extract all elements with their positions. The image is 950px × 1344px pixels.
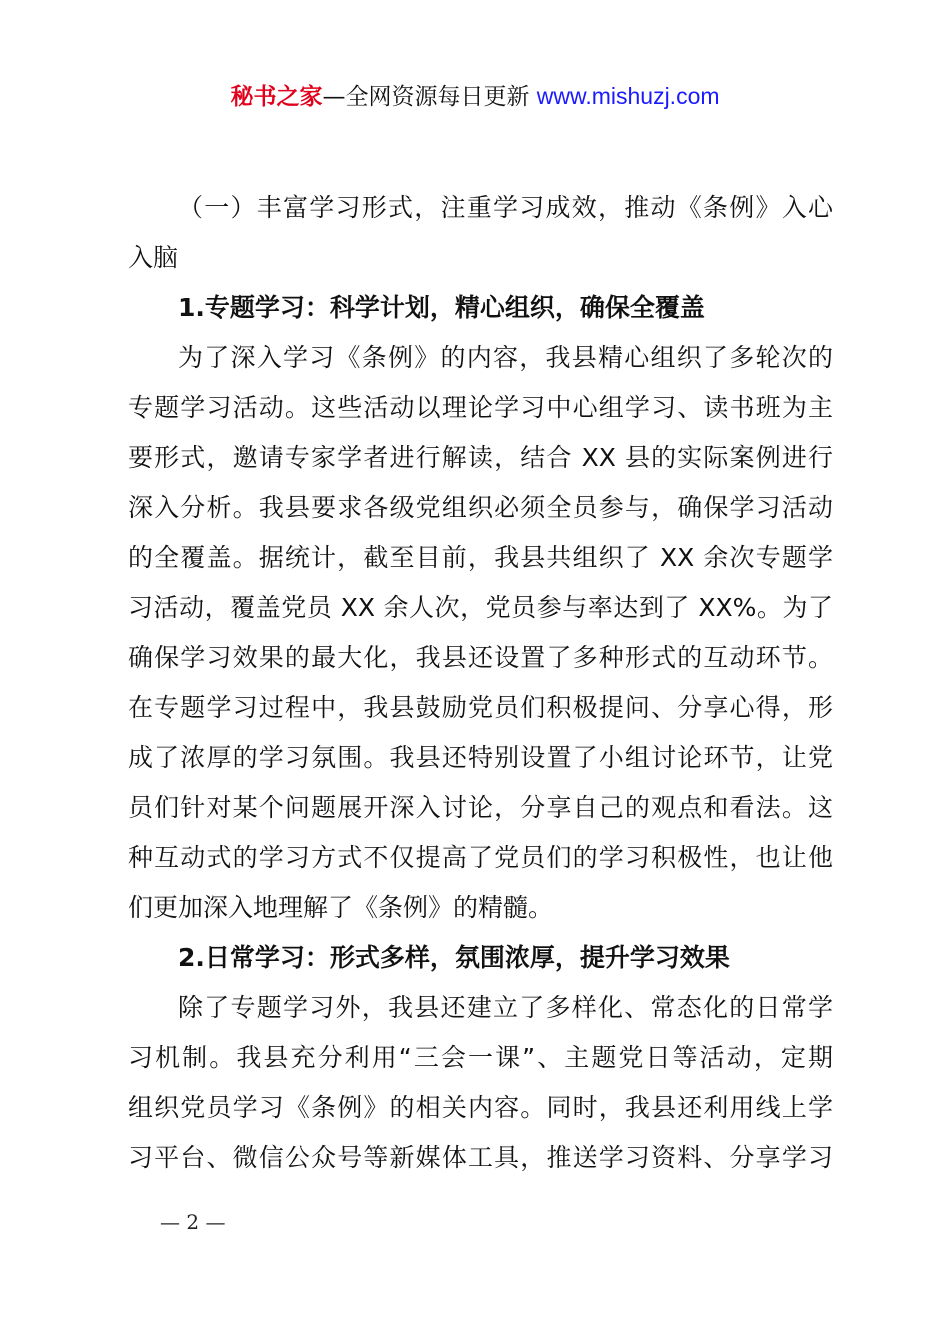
paragraph-line: 为了深入学习《条例》的内容，我县精心组织了多轮次的 <box>178 343 833 372</box>
subsection-heading: 1.专题学习：科学计划，精心组织，确保全覆盖 <box>178 293 705 322</box>
subsection-heading: 2.日常学习：形式多样，氛围浓厚，提升学习效果 <box>178 943 730 972</box>
paragraph-line: 习活动，覆盖党员 XX 余人次，党员参与率达到了 XX%。为了 <box>128 593 833 622</box>
paragraph-line: 成了浓厚的学习氛围。我县还特别设置了小组讨论环节，让党 <box>128 743 833 772</box>
section-heading-line: 入脑 <box>128 243 179 272</box>
header-tagline: —全网资源每日更新 <box>322 84 537 110</box>
brand-name: 秘书之家 <box>230 84 323 110</box>
paragraph-line: 要形式，邀请专家学者进行解读，结合 XX 县的实际案例进行 <box>128 443 833 472</box>
paragraph-line: 专题学习活动。这些活动以理论学习中心组学习、读书班为主 <box>128 393 833 422</box>
paragraph-line: 组织党员学习《条例》的相关内容。同时，我县还利用线上学 <box>128 1093 833 1122</box>
paragraph-line: 除了专题学习外，我县还建立了多样化、常态化的日常学 <box>178 993 833 1022</box>
paragraph-line: 深入分析。我县要求各级党组织必须全员参与，确保学习活动 <box>128 493 833 522</box>
page-number: — 2 — <box>160 1210 226 1234</box>
site-url-link[interactable]: www.mishuzj.com <box>536 83 720 109</box>
paragraph-line: 员们针对某个问题展开深入讨论，分享自己的观点和看法。这 <box>128 793 833 822</box>
paragraph-line: 种互动式的学习方式不仅提高了党员们的学习积极性，也让他 <box>128 843 833 872</box>
paragraph-line: 的全覆盖。据统计，截至目前，我县共组织了 XX 余次专题学 <box>128 543 833 572</box>
document-body <box>128 183 833 1183</box>
paragraph-line: 确保学习效果的最大化，我县还设置了多种形式的互动环节。 <box>128 643 833 672</box>
paragraph-line: 在专题学习过程中，我县鼓励党员们积极提问、分享心得，形 <box>128 693 833 722</box>
paragraph-line: 习机制。我县充分利用“三会一课”、主题党日等活动，定期 <box>128 1043 833 1072</box>
paragraph-line: 习平台、微信公众号等新媒体工具，推送学习资料、分享学习 <box>128 1143 833 1172</box>
paragraph-line: 们更加深入地理解了《条例》的精髓。 <box>128 893 554 922</box>
site-header <box>0 80 950 113</box>
section-heading-line: （一）丰富学习形式，注重学习成效，推动《条例》入心 <box>178 193 833 222</box>
